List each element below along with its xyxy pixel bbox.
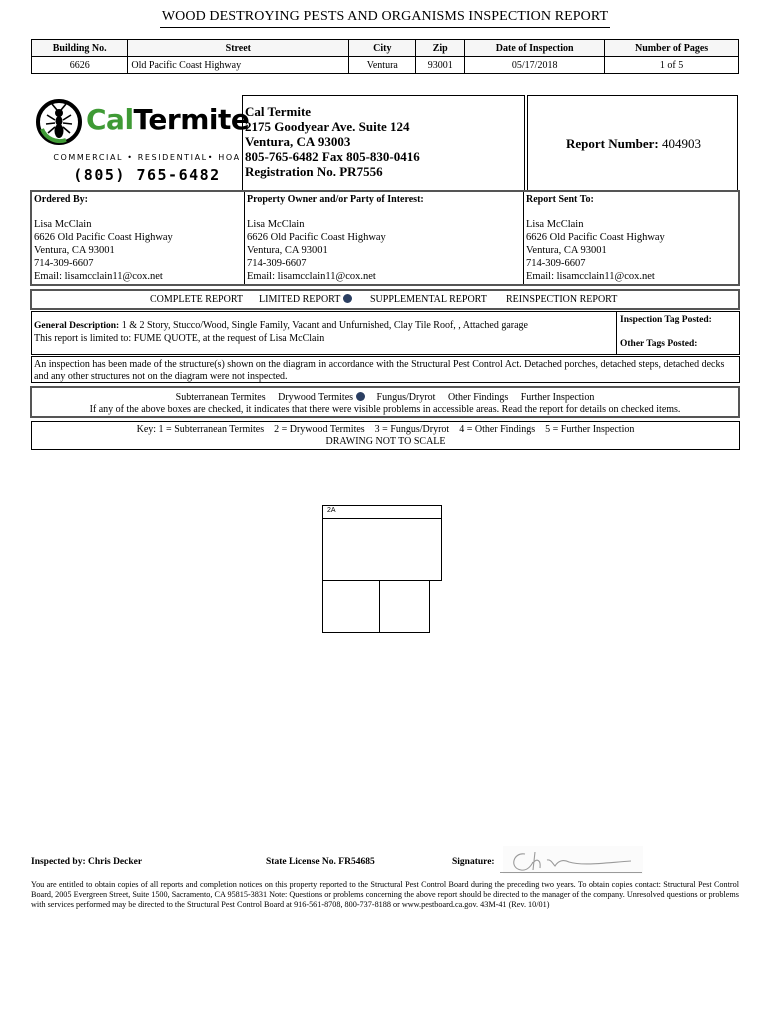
parties-section <box>30 190 740 286</box>
property-owner-address: 6626 Old Pacific Coast Highway <box>247 232 386 243</box>
property-owner <box>247 194 521 283</box>
brand-prefix: Cal <box>86 103 134 136</box>
company-city: Ventura, CA 93003 <box>245 134 351 149</box>
company-info <box>245 104 523 179</box>
other-tags-label: Other Tags Posted: <box>620 339 698 349</box>
company-name: Cal Termite <box>245 104 312 119</box>
city-value: Ventura <box>349 57 416 74</box>
limited-to-text: This report is limited to: FUME QUOTE, at the request of Lisa McClain <box>34 333 325 344</box>
general-description-label: General Description: <box>34 321 120 331</box>
report-sent-to-name: Lisa McClain <box>526 219 584 230</box>
limited-report-check-icon <box>343 294 352 303</box>
parties-divider-1 <box>244 192 245 284</box>
property-owner-email: Email: lisamcclain11@cox.net <box>247 271 376 282</box>
property-owner-phone: 714-309-6607 <box>247 258 307 269</box>
key-section <box>31 421 740 450</box>
report-title: WOOD DESTROYING PESTS AND ORGANISMS INSPECTION REPORT <box>161 9 609 24</box>
ordered-by-email: Email: lisamcclain11@cox.net <box>34 271 163 282</box>
company-logo <box>32 97 250 189</box>
finding-fungus: Fungus/Dryrot <box>376 392 436 403</box>
drawing-not-to-scale: DRAWING NOT TO SCALE <box>325 436 446 447</box>
inspection-statement: An inspection has been made of the structure(s) shown on the diagram in accordance with the Structural Pest Control Act. Detached porches, detached steps, detached decks and any other structures not on the diagram were not inspected. <box>34 359 725 382</box>
property-header-table <box>31 39 739 74</box>
findings-section <box>30 386 740 418</box>
brand-suffix: Termite <box>133 103 250 136</box>
property-owner-name: Lisa McClain <box>247 219 305 230</box>
drywood-check-icon <box>356 392 365 401</box>
finding-drywood: Drywood Termites <box>278 392 354 403</box>
report-sent-to-address: 6626 Old Pacific Coast Highway <box>526 232 665 243</box>
ordered-by-label: Ordered By: <box>34 194 88 205</box>
diagram-label-divider <box>323 518 441 519</box>
structure-diagram <box>322 505 442 633</box>
report-sent-to-phone: 714-309-6607 <box>526 258 586 269</box>
company-phones: 805-765-6482 Fax 805-830-0416 <box>245 149 420 164</box>
ordered-by-name: Lisa McClain <box>34 219 92 230</box>
findings-options <box>32 392 738 404</box>
diagram-section-left <box>322 581 380 633</box>
ordered-by-phone: 714-309-6607 <box>34 258 94 269</box>
brand-tagline: COMMERCIAL • RESIDENTIAL• HOA <box>53 153 241 162</box>
company-info-box <box>242 95 525 191</box>
ordered-by-city: Ventura, CA 93001 <box>34 245 115 256</box>
legal-notice: You are entitled to obtain copies of all reports and completion notices on this property reported to the Structural Pest Control Board during the preceding two years. To obtain copies contact: Structural Pest Control Board, 2005 Evergreen Street, Suite 1500, Sacramento, CA 95815-3831 Note: Questions or problems concerning the above report should be directed to the manager of the company. Unresolved questions or problems with services performed may be directed to the Structural Pest Control Board at 916-561-8708, 800-737-8188 or www.pestboard.ca.gov. 43M-41 (Rev. 10/01) <box>31 880 739 909</box>
finding-further: Further Inspection <box>520 392 595 403</box>
report-type-section <box>30 289 740 310</box>
col-building-no: Building No. <box>32 40 128 57</box>
report-sent-to-email: Email: lisamcclain11@cox.net <box>526 271 655 282</box>
diagram-section-right <box>379 581 430 633</box>
diagram-main-structure <box>322 505 442 581</box>
pages-value: 1 of 5 <box>605 57 739 74</box>
date-value: 05/17/2018 <box>465 57 605 74</box>
inspected-by: Inspected by: Chris Decker <box>31 857 143 867</box>
supplemental-report-option: SUPPLEMENTAL REPORT <box>370 294 487 305</box>
brand-wordmark <box>86 103 249 137</box>
signature-line <box>500 872 642 873</box>
report-number-value: 404903 <box>662 136 702 151</box>
street-value: Old Pacific Coast Highway <box>128 57 349 74</box>
inspection-tag-label: Inspection Tag Posted: <box>620 315 712 325</box>
company-address: 2175 Goodyear Ave. Suite 124 <box>245 119 410 134</box>
col-number-of-pages: Number of Pages <box>605 40 739 57</box>
report-number-label: Report Number: <box>565 136 659 151</box>
col-zip: Zip <box>416 40 465 57</box>
zip-value: 93001 <box>416 57 465 74</box>
signature-image <box>503 846 643 874</box>
state-license: State License No. FR54685 <box>266 857 375 867</box>
reinspection-report-option: REINSPECTION REPORT <box>506 294 618 305</box>
report-number <box>528 136 739 152</box>
limited-report-option <box>259 294 356 306</box>
property-owner-city: Ventura, CA 93001 <box>247 245 328 256</box>
ordered-by-address: 6626 Old Pacific Coast Highway <box>34 232 173 243</box>
findings-note: If any of the above boxes are checked, it indicates that there were visible problems in accessible areas. Read the report for details on checked items. <box>89 404 681 415</box>
tags-panel <box>616 311 742 355</box>
title-underline <box>160 27 610 28</box>
general-description-text: 1 & 2 Story, Stucco/Wood, Single Family, Vacant and Unfurnished, Clay Tile Roof, , Attached garage <box>121 320 528 331</box>
diagram-label: 2A <box>327 507 336 514</box>
ordered-by <box>34 194 242 283</box>
company-block <box>30 93 740 193</box>
general-description-section <box>31 311 740 355</box>
col-city: City <box>349 40 416 57</box>
key-text: Key: 1 = Subterranean Termites 2 = Drywood Termites 3 = Fungus/Dryrot 4 = Other Findings 5 = Further Inspection <box>136 424 635 435</box>
finding-subterranean: Subterranean Termites <box>175 392 266 403</box>
complete-report-option: COMPLETE REPORT <box>150 294 244 305</box>
inspection-statement-box <box>31 356 740 383</box>
col-date-of-inspection: Date of Inspection <box>465 40 605 57</box>
report-sent-to-label: Report Sent To: <box>526 194 594 205</box>
general-description <box>34 320 609 332</box>
limited-report-label: LIMITED REPORT <box>259 294 341 305</box>
col-street: Street <box>128 40 349 57</box>
termite-logo-icon <box>36 99 82 145</box>
report-sent-to-city: Ventura, CA 93001 <box>526 245 607 256</box>
building-no-value: 6626 <box>32 57 128 74</box>
property-owner-label: Property Owner and/or Party of Interest: <box>247 194 424 205</box>
report-sent-to <box>526 194 738 283</box>
finding-other: Other Findings <box>447 392 509 403</box>
signature-label: Signature: <box>452 857 495 867</box>
parties-divider-2 <box>523 192 524 284</box>
report-number-box <box>527 95 738 191</box>
company-registration: Registration No. PR7556 <box>245 164 383 179</box>
brand-phone: (805) 765-6482 <box>73 166 221 184</box>
